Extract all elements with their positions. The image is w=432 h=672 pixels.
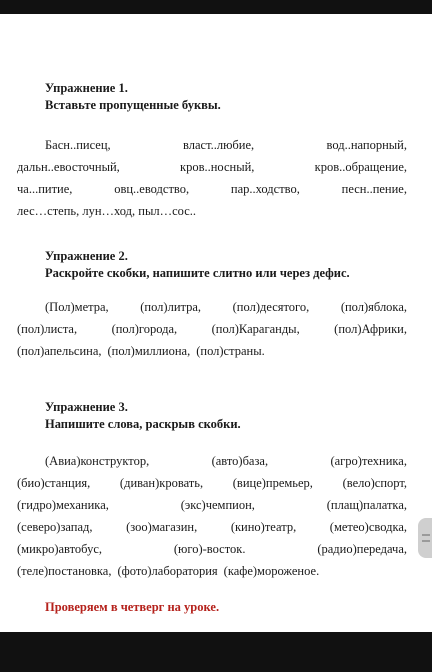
ex3-line-3: (гидро)механика, (экс)чемпион, (плащ)палатка, <box>17 498 407 512</box>
exercise-3-title: Упражнение 3. <box>45 400 128 414</box>
exercise-2-body <box>17 296 407 362</box>
exercise-1-title: Упражнение 1. <box>45 81 128 95</box>
ex2-line-3: (пол)апельсина, (пол)миллиона, (пол)страны. <box>17 344 265 358</box>
ex1-line-3: ча...питие, овц..еводство, пар..ходство, песн..пение, <box>17 182 407 196</box>
ex1-line-2: дальн..евосточный, кров..носный, кров..обращение, <box>17 160 407 174</box>
homework-note: Проверяем в четверг на уроке. <box>45 600 220 614</box>
ex2-line-2: (пол)листа, (пол)города, (пол)Караганды, (пол)Африки, <box>17 322 407 336</box>
ex2-line-1: (Пол)метра, (пол)литра, (пол)десятого, (пол)яблока, <box>45 300 407 314</box>
exercise-3-task: Напишите слова, раскрыв скобки. <box>45 417 241 431</box>
exercise-2-task: Раскройте скобки, напишите слитно или через дефис. <box>45 266 350 280</box>
side-panel-handle[interactable] <box>418 518 432 558</box>
exercise-2-title: Упражнение 2. <box>45 249 128 263</box>
ex3-line-2: (био)станция, (диван)кровать, (вице)премьер, (вело)спорт, <box>17 476 407 490</box>
ex1-line-4: лес…степь, лун…ход, пыл…сос.. <box>17 204 197 218</box>
ex1-line-1: Басн..писец, власт..любие, вод..напорный, <box>45 138 407 152</box>
exercise-1-task: Вставьте пропущенные буквы. <box>45 98 221 112</box>
top-bar <box>0 0 432 14</box>
exercise-3-header <box>45 399 407 433</box>
document-page <box>0 14 432 632</box>
exercise-1-body <box>17 134 407 222</box>
exercise-2-header <box>45 248 407 282</box>
ex3-line-6: (теле)постановка, (фото)лаборатория (кафе)мороженое. <box>17 564 320 578</box>
exercise-1-header <box>45 80 407 114</box>
ex3-line-5: (микро)автобус, (юго)-восток. (радио)передача, <box>17 542 407 556</box>
ex3-line-4: (северо)запад, (зоо)магазин, (кино)театр, (метео)сводка, <box>17 520 407 534</box>
bottom-bar <box>0 632 432 672</box>
ex3-line-1: (Авиа)конструктор, (авто)база, (агро)техника, <box>45 454 407 468</box>
exercise-3-body <box>17 450 407 582</box>
